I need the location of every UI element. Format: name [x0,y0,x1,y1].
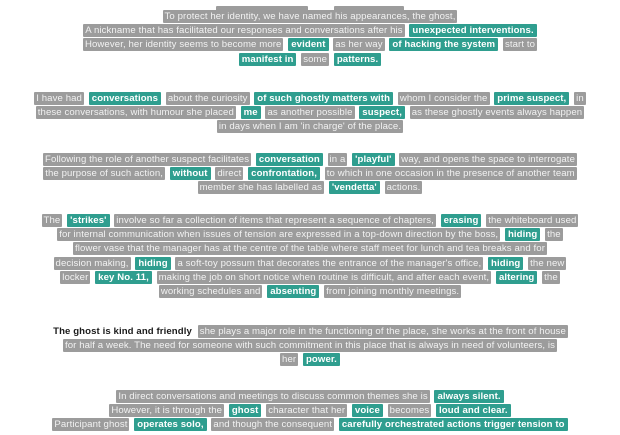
text-line [0,228,620,242]
text-line [0,106,620,120]
highlighted-keyword: without [170,167,211,180]
highlighted-keyword: evident [288,38,328,51]
text-line [0,390,620,404]
redacted-text: whom I consider the [399,93,488,104]
paragraph-p2 [0,92,620,135]
text-line [0,285,620,299]
highlighted-keyword: patterns. [334,53,381,66]
emphasis-text: The ghost is kind and friendly [53,326,192,337]
redacted-text: a soft-toy possum that decorates the entrance of the manager's office, [177,257,482,269]
redacted-text: as another possible [267,107,353,119]
plain-text [152,271,157,284]
redacted-text: flower vase that the manager has at the centre of the table where staff meet for lunch and tea breaks and for [75,243,545,255]
plain-text [436,214,441,227]
redacted-text: the whiteboard used [488,215,577,226]
highlighted-keyword: always silent. [434,390,503,403]
redacted-text: and though the consequent [213,419,333,431]
redacted-text: way, and opens the space to interrogate [401,154,575,165]
highlighted-keyword: conversation [256,153,323,166]
paragraph-p4 [0,214,620,299]
paragraph-p5 [0,325,620,368]
highlighted-keyword: key No. 11, [95,271,152,284]
highlighted-keyword: manifest in [239,53,297,66]
paragraph-p6 [0,390,620,433]
highlighted-keyword: hiding [135,257,170,270]
redacted-text: becomes [389,405,430,417]
text-line [0,24,620,38]
redacted-text: the purpose of such action, [45,168,164,180]
plain-text [236,106,241,119]
text-line [0,120,620,134]
text-line [0,353,620,367]
highlighted-keyword: 'vendetta' [329,181,380,194]
highlighted-keyword: conversations [89,92,161,105]
redacted-text: To protect her identity, we have named his appearances, the ghost, [164,11,456,22]
redacted-text: However, her identity seems to become more [84,39,282,51]
highlighted-keyword: power. [303,353,340,366]
redacted-text: However, it is through the [111,405,223,417]
text-line [0,257,620,271]
text-line [0,325,620,339]
highlighted-keyword: unexpected interventions. [409,24,536,37]
redacted-text: in a [329,154,346,165]
redacted-text: her [282,354,297,366]
paragraph-p1 [0,10,620,67]
highlighted-keyword: absenting [267,285,319,298]
redacted-text: member she has labelled as [199,182,323,194]
text-line [0,339,620,353]
text-line [0,10,620,24]
text-line [0,242,620,256]
redacted-text: locker [62,271,89,283]
text-line [0,167,620,181]
redacted-text: from joining monthly meetings. [326,286,460,298]
highlighted-keyword: operates solo, [134,418,206,431]
redacted-text: the [547,229,561,241]
text-line [0,271,620,285]
redacted-text: in [576,93,584,104]
highlighted-keyword: suspect, [359,106,405,119]
text-line [0,418,620,432]
redacted-text: direct [217,168,242,180]
plain-text [193,325,198,338]
highlighted-keyword: 'strikes' [67,214,109,227]
highlighted-keyword: voice [352,404,383,417]
redacted-text: as these ghostly events always happen [411,107,583,119]
highlighted-keyword: confrontation, [248,167,320,180]
text-line [0,53,620,67]
redacted-text: A nickname that has facilitated our responses and conversations after his [85,25,403,37]
plain-text [323,153,328,166]
redacted-text: about the curiosity [167,93,248,104]
paragraph-p3 [0,153,620,196]
highlighted-keyword: loud and clear. [436,404,511,417]
redacted-text: making the job on short notice when routine is difficult, and after each event, [158,271,490,283]
highlighted-keyword: hiding [488,257,523,270]
highlighted-keyword: hiding [505,228,540,241]
redacted-text: in days when I am 'in charge' of the place. [218,121,402,133]
plain-text [383,404,388,417]
redacted-text: as her way [335,39,383,51]
highlighted-keyword: me [241,106,261,119]
text-line [0,38,620,52]
redacted-text: decision making, [55,257,129,269]
redacted-text: start to [504,39,536,51]
text-line [0,404,620,418]
redacted-text: In direct conversations and meetings to discuss common themes she is [118,391,428,402]
text-line [0,214,620,228]
highlighted-keyword: prime suspect, [494,92,569,105]
redacted-text: these conversations, with humour she placed [37,107,234,119]
redacted-text: to which in one occasion in the presence of another team [326,168,575,180]
highlighted-keyword: 'playful' [352,153,394,166]
text-line [0,153,620,167]
highlighted-keyword: altering [496,271,537,284]
redacted-text: some [303,53,328,65]
redacted-text: Participant ghost [54,419,128,431]
text-line [0,92,620,106]
redacted-text: working schedules and [160,286,261,298]
redacted-text: she plays a major role in the functioning of the place, she works at the front of house [199,326,566,337]
highlighted-keyword: of hacking the system [389,38,498,51]
highlighted-keyword: of such ghostly matters with [254,92,393,105]
redacted-text: for internal communication when issues of tension are expressed in a top-down direction by the boss, [59,229,499,241]
redacted-text: the new [530,257,565,269]
highlighted-keyword: erasing [441,214,482,227]
text-line [0,181,620,195]
redacted-text: I have had [36,93,82,104]
redacted-text: the [544,271,558,283]
redacted-text: involve so far a collection of items that represent a sequence of chapters, [116,215,434,226]
highlighted-keyword: ghost [229,404,262,417]
plain-text [380,181,385,194]
highlighted-keyword: carefully orchestrated actions trigger tension to [339,418,568,431]
redacted-text: character that her [268,405,346,417]
redacted-text: actions. [386,182,421,194]
redacted-text: The [43,215,61,226]
redacted-text: Following the role of another suspect facilitates [44,154,250,165]
redacted-text: for half a week. The need for someone with such commitment in this place that is always in need of volunteers, is [64,340,556,352]
